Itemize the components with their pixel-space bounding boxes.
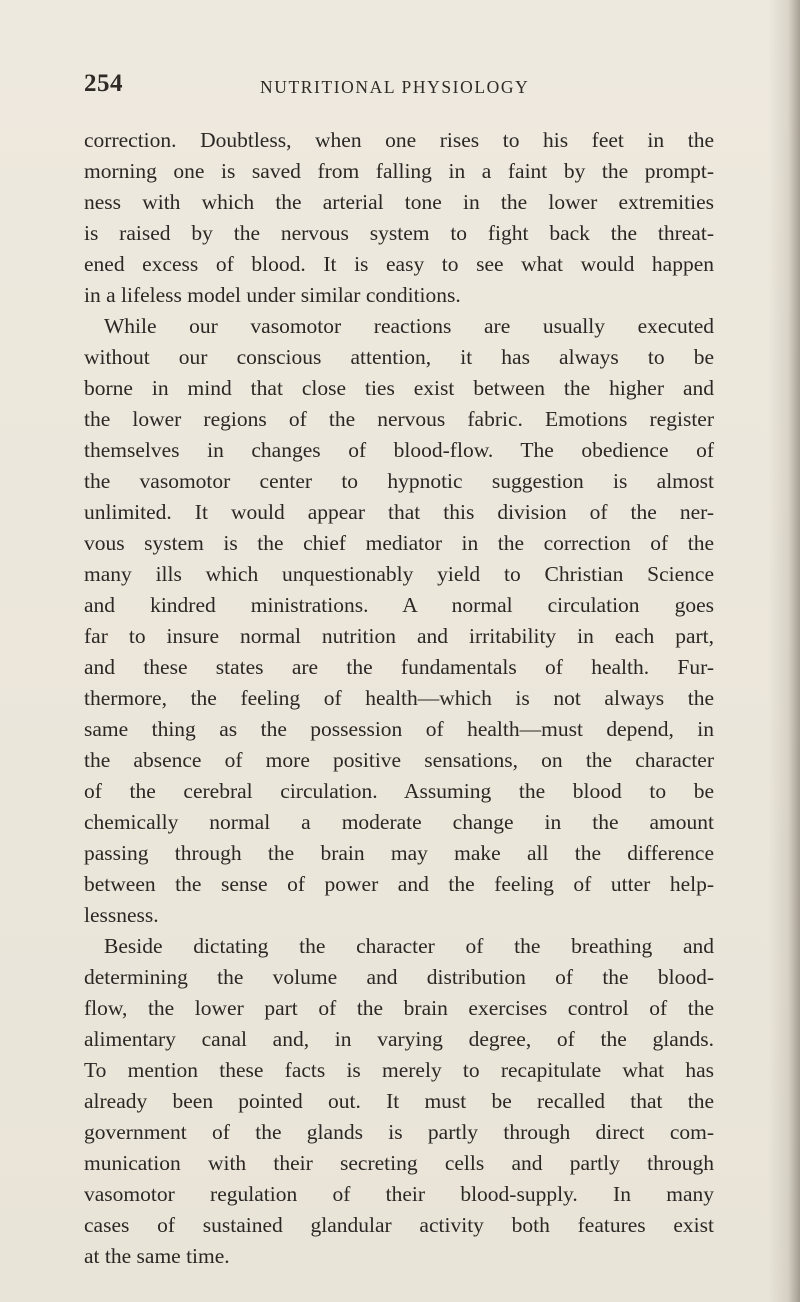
text-line: and kindred ministrations. A normal circulation goes xyxy=(84,593,714,617)
text-line: Beside dictating the character of the breathing and xyxy=(104,934,714,958)
text-line: borne in mind that close ties exist between the higher and xyxy=(84,376,714,400)
text-line: many ills which unquestionably yield to Christian Science xyxy=(84,562,714,586)
text-line: same thing as the possession of health—must depend, in xyxy=(84,717,714,741)
text-line: vous system is the chief mediator in the correction of the xyxy=(84,531,714,555)
text-line: far to insure normal nutrition and irritability in each part, xyxy=(84,624,714,648)
text-line: munication with their secreting cells and partly through xyxy=(84,1151,714,1175)
text-line: in a lifeless model under similar conditions. xyxy=(84,283,461,307)
text-line: ened excess of blood. It is easy to see what would happen xyxy=(84,252,714,276)
page-header xyxy=(84,70,714,106)
text-line: While our vasomotor reactions are usually executed xyxy=(104,314,714,338)
text-line: alimentary canal and, in varying degree, of the glands. xyxy=(84,1027,714,1051)
text-line: unlimited. It would appear that this division of the ner- xyxy=(84,500,714,524)
text-line: To mention these facts is merely to recapitulate what has xyxy=(84,1058,714,1082)
page-number: 254 xyxy=(84,70,123,97)
text-line: the absence of more positive sensations, on the character xyxy=(84,748,714,772)
text-line: cases of sustained glandular activity both features exist xyxy=(84,1213,714,1237)
text-line: ness with which the arterial tone in the lower extremities xyxy=(84,190,714,214)
text-line: is raised by the nervous system to fight back the threat- xyxy=(84,221,714,245)
text-line: determining the volume and distribution of the blood- xyxy=(84,965,714,989)
running-head: NUTRITIONAL PHYSIOLOGY xyxy=(260,77,530,97)
text-line: between the sense of power and the feeling of utter help- xyxy=(84,872,714,896)
text-line: lessness. xyxy=(84,903,159,927)
text-line: the vasomotor center to hypnotic suggestion is almost xyxy=(84,469,714,493)
text-line: without our conscious attention, it has always to be xyxy=(84,345,714,369)
text-line: vasomotor regulation of their blood-supply. In many xyxy=(84,1182,714,1206)
text-line: at the same time. xyxy=(84,1244,230,1268)
text-line: already been pointed out. It must be recalled that the xyxy=(84,1089,714,1113)
text-line: government of the glands is partly through direct com- xyxy=(84,1120,714,1144)
text-line: and these states are the fundamentals of health. Fur- xyxy=(84,655,714,679)
text-line: thermore, the feeling of health—which is not always the xyxy=(84,686,714,710)
text-line: morning one is saved from falling in a faint by the prompt- xyxy=(84,159,714,183)
text-line: themselves in changes of blood-flow. The obedience of xyxy=(84,438,714,462)
text-line: of the cerebral circulation. Assuming the blood to be xyxy=(84,779,714,803)
text-line: the lower regions of the nervous fabric. Emotions register xyxy=(84,407,714,431)
body-text xyxy=(84,125,714,1272)
text-line: correction. Doubtless, when one rises to his feet in the xyxy=(84,128,714,152)
text-line: chemically normal a moderate change in the amount xyxy=(84,810,714,834)
text-line: passing through the brain may make all the difference xyxy=(84,841,714,865)
text-line: flow, the lower part of the brain exercises control of the xyxy=(84,996,714,1020)
